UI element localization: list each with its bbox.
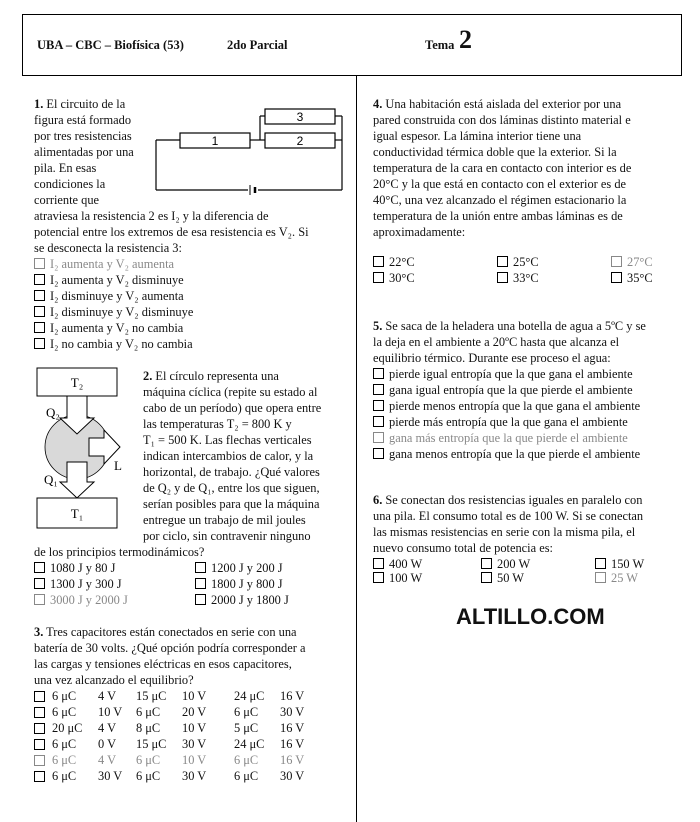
option-label: 150 W: [611, 557, 645, 571]
q4-option[interactable]: [373, 270, 415, 286]
q2-option[interactable]: [34, 592, 128, 608]
option-checkbox[interactable]: [195, 562, 206, 573]
exam-label: 2do Parcial: [227, 38, 288, 52]
q3-cell: 6 μC: [52, 737, 77, 751]
q3-option[interactable]: [34, 736, 354, 752]
q2-text-line: indican intercambios de calor, y la: [143, 449, 314, 463]
q4-text-line: igual espesor. La lámina interior tiene una: [373, 129, 582, 143]
q3-text-line: Tres capacitores están conectados en serie con una: [46, 625, 297, 639]
q3-cell: 6 μC: [234, 753, 259, 767]
q6-text-line: las mismas resistencias en serie con la misma pila, el: [373, 525, 636, 539]
option-checkbox[interactable]: [373, 272, 384, 283]
option-checkbox[interactable]: [373, 558, 384, 569]
q2-option[interactable]: [195, 576, 283, 592]
q1-option[interactable]: [34, 288, 354, 304]
option-checkbox[interactable]: [373, 400, 384, 411]
option-checkbox[interactable]: [34, 594, 45, 605]
q2-text-line: por ciclo, sin contravenir ninguno: [143, 529, 311, 543]
work-label: L: [114, 458, 122, 473]
q4-text-line: 20°C y la que está en contacto con el exterior es de: [373, 177, 627, 191]
q4-option[interactable]: [611, 270, 653, 286]
q6-text-line: nuevo consumo total de potencia es:: [373, 541, 553, 555]
option-checkbox[interactable]: [373, 368, 384, 379]
option-label: 1300 J y 300 J: [50, 577, 122, 591]
q3-cell: 16 V: [280, 737, 305, 751]
q3-cell: 6 μC: [52, 769, 77, 783]
q3-cell: 30 V: [182, 769, 207, 783]
option-label: 33°C: [513, 271, 539, 285]
q4-option[interactable]: [373, 254, 415, 270]
option-label: pierde menos entropía que la que gana el ambiente: [389, 399, 641, 413]
q2-option[interactable]: [195, 592, 289, 608]
q4-text-line: temperatura de la unión entre ambas láminas es de: [373, 209, 623, 223]
q3-cell: 6 μC: [136, 705, 161, 719]
option-checkbox[interactable]: [595, 572, 606, 583]
q5-text-line: la deja en el ambiente a 20ºC hasta que alcanza el: [373, 335, 620, 349]
q5-text-line: equilibrio térmico. Durante ese proceso el agua:: [373, 351, 611, 365]
q3-option[interactable]: [34, 752, 354, 768]
q3-cell: 0 V: [98, 737, 117, 751]
option-checkbox[interactable]: [195, 594, 206, 605]
q2-text-line: T₁ = 500 K. Las flechas verticales: [143, 433, 312, 447]
q3-option[interactable]: [34, 688, 354, 704]
option-checkbox[interactable]: [373, 448, 384, 459]
q3-cell: 16 V: [280, 721, 305, 735]
q6-number: 6.: [373, 493, 383, 507]
option-checkbox[interactable]: [34, 338, 45, 349]
q3-cell: 30 V: [98, 769, 123, 783]
option-label: 400 W: [389, 557, 423, 571]
option-checkbox[interactable]: [34, 755, 45, 766]
q3-cell: 6 μC: [136, 753, 161, 767]
q1-text-line: El circuito de la: [46, 97, 126, 111]
q3-text-line: una vez alcanzado el equilibrio?: [34, 673, 194, 687]
q5-option[interactable]: [373, 414, 683, 430]
q6-text-line: Se conectan dos resistencias iguales en paralelo con: [385, 493, 643, 507]
option-label: 25 W: [611, 571, 638, 585]
q3-cell: 4 V: [98, 689, 117, 703]
q1-option[interactable]: [34, 320, 354, 336]
q3-cell: 10 V: [182, 689, 207, 703]
option-label: 1200 J y 200 J: [211, 561, 283, 575]
q3-cell: 16 V: [280, 753, 305, 767]
q2-text-line: máquina cíclica (repite su estado al: [143, 385, 318, 399]
q3-cell: 6 μC: [52, 705, 77, 719]
option-label: 2000 J y 1800 J: [211, 593, 289, 607]
option-checkbox[interactable]: [373, 432, 384, 443]
question-6: [373, 492, 683, 556]
option-label: I₂ disminuye y V₂ aumenta: [50, 289, 184, 303]
option-checkbox[interactable]: [481, 572, 492, 583]
option-label: I₂ aumenta y V₂ disminuye: [50, 273, 184, 287]
q1-text-line: alimentadas por una: [34, 145, 134, 159]
q3-option[interactable]: [34, 768, 354, 784]
option-checkbox[interactable]: [34, 562, 45, 573]
option-checkbox[interactable]: [34, 578, 45, 589]
q3-number: 3.: [34, 625, 44, 639]
q3-cell: 10 V: [98, 705, 123, 719]
option-checkbox[interactable]: [34, 723, 45, 734]
q3-cell: 30 V: [182, 737, 207, 751]
q3-cell: 10 V: [182, 753, 207, 767]
q5-option[interactable]: [373, 382, 683, 398]
option-label: I₂ aumenta y V₂ no cambia: [50, 321, 184, 335]
q4-option[interactable]: [497, 254, 539, 270]
option-label: 22°C: [389, 255, 415, 269]
q2-text-line: El círculo representa una: [155, 369, 279, 383]
q4-option[interactable]: [611, 254, 653, 270]
resistor-3-label: 3: [296, 110, 304, 124]
q4-text-line: pared construida con dos láminas distinto material e: [373, 113, 631, 127]
option-checkbox[interactable]: [595, 558, 606, 569]
q1-option[interactable]: [34, 272, 354, 288]
q2-text-line: cabo de un período) que opera entre: [143, 401, 322, 415]
q4-text-line: temperatura de la cara en contacto con interior es de: [373, 161, 632, 175]
option-checkbox[interactable]: [34, 306, 45, 317]
option-checkbox[interactable]: [34, 739, 45, 750]
q1-label: Q₁: [44, 472, 58, 487]
option-label: I₂ disminuye y V₂ disminuye: [50, 305, 194, 319]
q1-text-line: condiciones la: [34, 177, 106, 191]
q3-cell: 6 μC: [234, 705, 259, 719]
option-checkbox[interactable]: [34, 771, 45, 782]
tema-label: Tema: [425, 38, 455, 52]
option-label: 3000 J y 2000 J: [50, 593, 128, 607]
q3-text-line: las cargas y tensiones eléctricas en esos capacitores,: [34, 657, 292, 671]
institution-label: UBA – CBC – Biofísica (53): [37, 38, 184, 52]
q3-options: [34, 688, 354, 784]
question-2: [143, 368, 353, 544]
option-checkbox[interactable]: [481, 558, 492, 569]
question-5: [373, 318, 683, 366]
q3-cell: 24 μC: [234, 737, 265, 751]
q3-cell: 6 μC: [234, 769, 259, 783]
q6-text-line: una pila. El consumo total es de 100 W. Si se conectan: [373, 509, 644, 523]
q2-text-line: las temperaturas T₂ = 800 K y: [143, 417, 292, 431]
option-checkbox[interactable]: [34, 707, 45, 718]
q5-option[interactable]: [373, 398, 683, 414]
q3-cell: 4 V: [98, 721, 117, 735]
q3-cell: 10 V: [182, 721, 207, 735]
q4-number: 4.: [373, 97, 383, 111]
q1-number: 1.: [34, 97, 44, 111]
q2-text-line: serían posibles para que la máquina: [143, 497, 320, 511]
option-label: I₂ no cambia y V₂ no cambia: [50, 337, 193, 351]
option-checkbox[interactable]: [373, 416, 384, 427]
q1-options: [34, 256, 354, 352]
thermal-machine-diagram: [34, 366, 144, 536]
q6-option[interactable]: [595, 570, 638, 586]
exam-header: [22, 14, 682, 76]
option-label: pierde más entropía que la que gana el ambiente: [389, 415, 628, 429]
option-label: 100 W: [389, 571, 423, 585]
q3-cell: 24 μC: [234, 689, 265, 703]
resistor-1-label: 1: [211, 134, 219, 148]
q4-option[interactable]: [497, 270, 539, 286]
q3-cell: 20 V: [182, 705, 207, 719]
option-label: 27°C: [627, 255, 653, 269]
option-label: 30°C: [389, 271, 415, 285]
q2-text-last: de los principios termodinámicos?: [34, 545, 205, 559]
q3-cell: 20 μC: [52, 721, 83, 735]
q1-text-line: por tres resistencias: [34, 129, 132, 143]
option-checkbox[interactable]: [195, 578, 206, 589]
q2-text-line: entregue un trabajo de mil joules: [143, 513, 306, 527]
q3-cell: 4 V: [98, 753, 117, 767]
option-checkbox[interactable]: [497, 256, 508, 267]
option-label: 1080 J y 80 J: [50, 561, 116, 575]
question-3: [34, 624, 354, 688]
option-checkbox[interactable]: [34, 290, 45, 301]
option-label: pierde igual entropía que la que gana el ambiente: [389, 367, 633, 381]
q3-option[interactable]: [34, 720, 354, 736]
q2-text-line: horizontal, de trabajo. ¿Qué valores: [143, 465, 320, 479]
option-label: gana igual entropía que la que pierde el ambiente: [389, 383, 633, 397]
q1-text-line: corriente que: [34, 193, 100, 207]
q3-cell: 30 V: [280, 705, 305, 719]
q6-option[interactable]: [481, 570, 524, 586]
q4-text-line: conductividad térmica doble que la exterior. Si la: [373, 145, 617, 159]
q2-text-line: de Q₂ y de Q₁, entre los que siguen,: [143, 481, 320, 495]
q1-option[interactable]: [34, 304, 354, 320]
q5-number: 5.: [373, 319, 383, 333]
q1-text-line: figura está formado: [34, 113, 132, 127]
q2-option[interactable]: [195, 560, 283, 576]
q4-text-line: aproximadamente:: [373, 225, 466, 239]
q1-text-line: atraviesa la resistencia 2 es I₂ y la diferencia de: [34, 209, 269, 223]
option-label: gana más entropía que la que pierde el ambiente: [389, 431, 628, 445]
option-label: I₂ aumenta y V₂ aumenta: [50, 257, 175, 271]
q4-text-line: Una habitación está aislada del exterior por una: [385, 97, 622, 111]
option-checkbox[interactable]: [611, 272, 622, 283]
t2-label: T₂: [70, 375, 84, 390]
option-checkbox[interactable]: [34, 258, 45, 269]
q3-cell: 8 μC: [136, 721, 161, 735]
option-checkbox[interactable]: [373, 572, 384, 583]
q1-option[interactable]: [34, 256, 354, 272]
q3-cell: 16 V: [280, 689, 305, 703]
q3-cell: 15 μC: [136, 689, 167, 703]
q1-text-line: pila. En esas: [34, 161, 97, 175]
q6-option[interactable]: [373, 570, 422, 586]
q5-options: [373, 366, 683, 462]
q2-option[interactable]: [34, 576, 122, 592]
resistor-2-label: 2: [296, 134, 304, 148]
option-label: 50 W: [497, 571, 524, 585]
option-label: 200 W: [497, 557, 531, 571]
option-label: 1800 J y 800 J: [211, 577, 283, 591]
q5-text-line: Se saca de la heladera una botella de agua a 5ºC y se: [385, 319, 646, 333]
q4-text-line: 40°C, una vez alcanzado el régimen estacionario la: [373, 193, 627, 207]
option-checkbox[interactable]: [611, 256, 622, 267]
column-divider: [356, 76, 357, 822]
question-4: [373, 96, 683, 240]
option-checkbox[interactable]: [34, 322, 45, 333]
q3-text-line: batería de 30 volts. ¿Qué opción podría corresponder a: [34, 641, 306, 655]
option-label: 25°C: [513, 255, 539, 269]
q2-number: 2.: [143, 369, 153, 383]
q5-option[interactable]: [373, 366, 683, 382]
q3-cell: 30 V: [280, 769, 305, 783]
q1-text-line: se desconecta la resistencia 3:: [34, 241, 182, 255]
q5-option[interactable]: [373, 430, 683, 446]
q1-option[interactable]: [34, 336, 354, 352]
option-checkbox[interactable]: [373, 256, 384, 267]
q2-option[interactable]: [34, 560, 115, 576]
q3-cell: 5 μC: [234, 721, 259, 735]
tema-number: 2: [459, 25, 472, 54]
q1-text-line: potencial entre los extremos de esa resistencia es V₂. Si: [34, 225, 309, 239]
brand-logo: ALTILLO.COM: [456, 604, 605, 629]
t1-label: T₁: [70, 506, 84, 521]
option-checkbox[interactable]: [34, 274, 45, 285]
q3-option[interactable]: [34, 704, 354, 720]
option-checkbox[interactable]: [34, 691, 45, 702]
q3-cell: 6 μC: [52, 689, 77, 703]
q3-cell: 15 μC: [136, 737, 167, 751]
option-checkbox[interactable]: [497, 272, 508, 283]
q3-cell: 6 μC: [52, 753, 77, 767]
q2-label: Q₂: [46, 405, 60, 420]
q5-option[interactable]: [373, 446, 683, 462]
option-label: gana menos entropía que la que pierde el ambiente: [389, 447, 641, 461]
option-checkbox[interactable]: [373, 384, 384, 395]
option-label: 35°C: [627, 271, 653, 285]
circuit-diagram: [150, 102, 355, 198]
q3-cell: 6 μC: [136, 769, 161, 783]
